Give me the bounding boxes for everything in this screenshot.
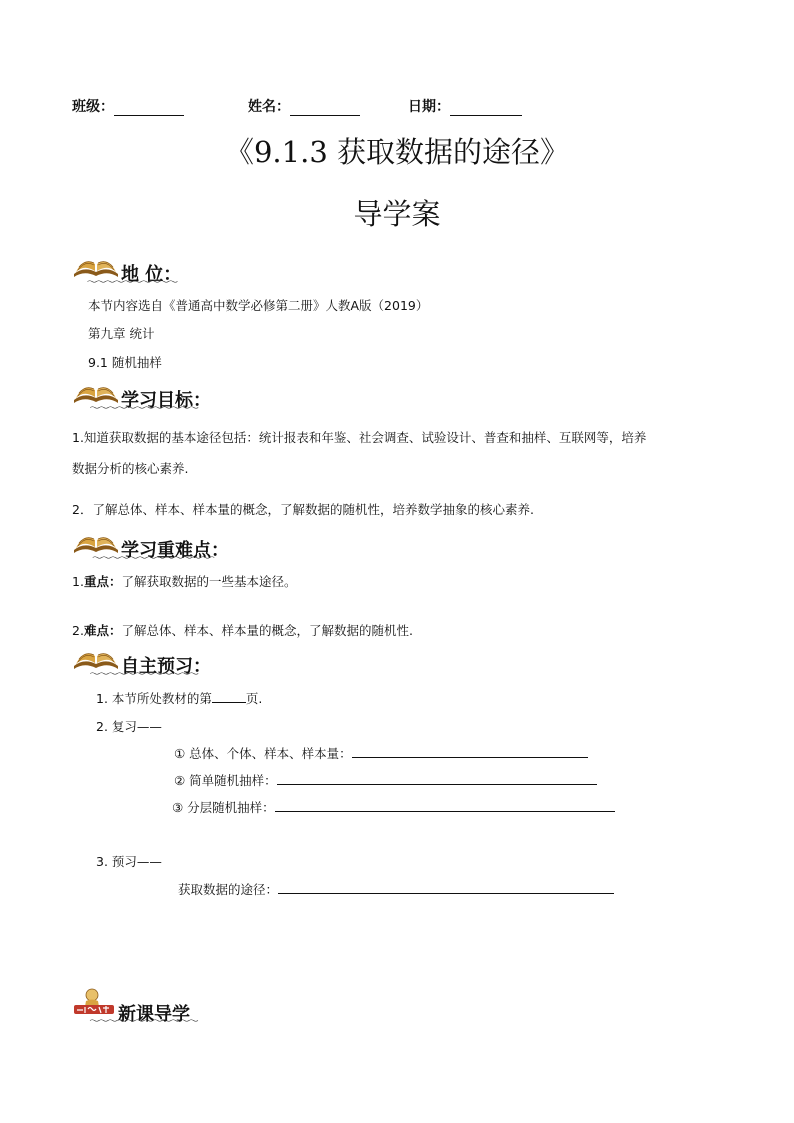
position-line-3: 9.1 随机抽样 bbox=[88, 355, 162, 370]
section-underline bbox=[72, 280, 196, 283]
review-blank-3[interactable] bbox=[275, 798, 615, 812]
class-label: 班级： bbox=[72, 96, 184, 116]
open-book-icon bbox=[72, 528, 120, 554]
section-title-preview: 自主预习： bbox=[121, 656, 211, 677]
preview-item-3: 3. 预习—— bbox=[96, 854, 162, 869]
preview-item-1: 1. 本节所处教材的第 页. bbox=[96, 691, 263, 706]
objective-item-1-line-1: 1.知道获取数据的基本途径包括：统计报表和年鉴、社会调查、试验设计、普查和抽样、互联网等，培养 bbox=[72, 430, 647, 445]
review-item-1: ① 总体、个体、样本、样本量： bbox=[174, 744, 588, 762]
review-blank-1[interactable] bbox=[352, 744, 588, 758]
page-title: 《9.1.3 获取数据的途径》 bbox=[224, 135, 569, 169]
page-number-blank[interactable] bbox=[212, 689, 246, 703]
position-line-2: 第九章 统计 bbox=[88, 326, 155, 341]
section-underline bbox=[72, 406, 218, 409]
preview-item-2: 2. 复习—— bbox=[96, 719, 162, 734]
name-blank[interactable] bbox=[290, 101, 360, 116]
name-label: 姓名： bbox=[248, 96, 360, 116]
objective-item-2: 2．了解总体、样本、样本量的概念，了解数据的随机性，培养数学抽象的核心素养. bbox=[72, 502, 534, 517]
date-label: 日期： bbox=[408, 96, 522, 116]
review-item-2: ② 简单随机抽样： bbox=[174, 771, 597, 789]
review-blank-2[interactable] bbox=[277, 771, 597, 785]
section-underline bbox=[72, 556, 238, 559]
section-title-new-lesson: 新课导学 bbox=[118, 1004, 190, 1025]
open-book-icon bbox=[72, 378, 120, 404]
section-title-position: 地 位： bbox=[121, 264, 182, 285]
open-book-icon bbox=[72, 644, 120, 670]
open-book-icon bbox=[72, 252, 120, 278]
page-subtitle: 导学案 bbox=[353, 197, 441, 231]
new-lesson-icon bbox=[72, 986, 116, 1020]
date-blank[interactable] bbox=[450, 101, 522, 116]
class-blank[interactable] bbox=[114, 101, 184, 116]
preview-route: 获取数据的途径： bbox=[178, 880, 614, 898]
key-point: 1.重点：了解获取数据的一些基本途径。 bbox=[72, 574, 297, 589]
review-item-3: ③ 分层随机抽样： bbox=[172, 798, 615, 816]
section-underline bbox=[72, 672, 218, 675]
section-title-key-points: 学习重难点： bbox=[121, 540, 229, 561]
section-title-objectives: 学习目标： bbox=[121, 390, 211, 411]
difficulty-point: 2.难点：了解总体、样本、样本量的概念，了解数据的随机性. bbox=[72, 623, 413, 638]
objective-item-1-line-2: 数据分析的核心素养. bbox=[72, 461, 189, 476]
position-line-1: 本节内容选自《普通高中数学必修第二册》人教A版（2019） bbox=[88, 298, 429, 313]
section-underline bbox=[72, 1019, 216, 1022]
route-blank[interactable] bbox=[278, 880, 614, 894]
